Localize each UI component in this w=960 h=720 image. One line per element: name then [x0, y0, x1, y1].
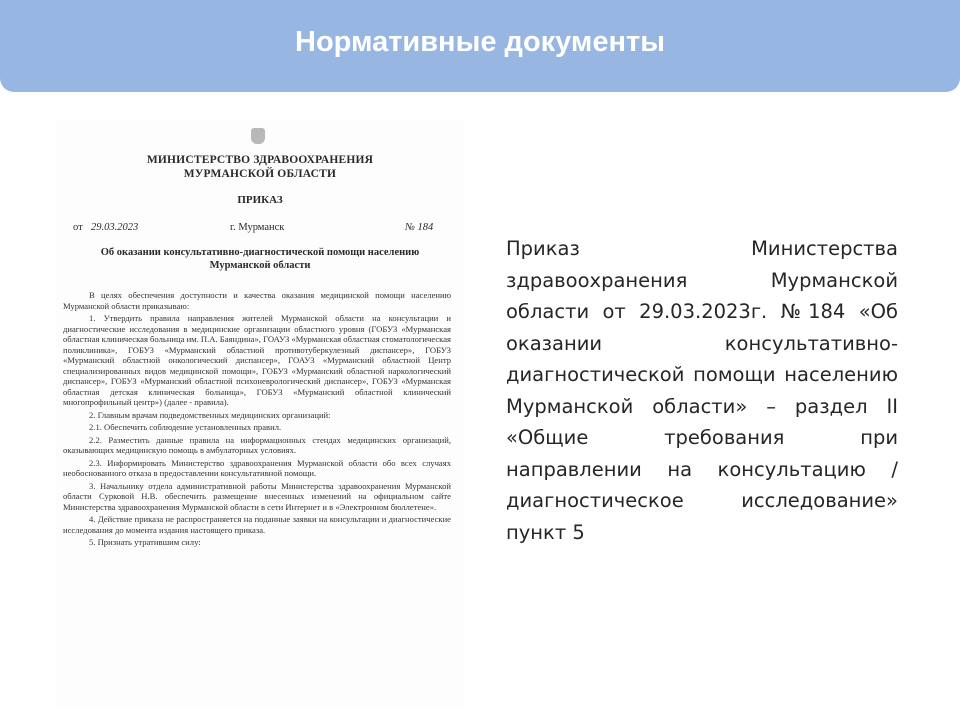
document-paragraph: 4. Действие приказа не распространяется на поданные заявки на консультации и диагностические исследования до момента издания настоящего приказа.	[63, 514, 451, 535]
document-date-prefix: от	[73, 222, 83, 233]
document-paragraph: 2.3. Информировать Министерство здравоохранения Мурманской области обо всех случаях необоснованного отказа в предоставлении консультативной помощи.	[63, 457, 451, 478]
document-paragraph: 5. Признать утратившим силу:	[89, 537, 201, 547]
document-paragraph: 1. Утвердить правила направления жителей Мурманской области на консультации и диагностические исследования в медицинские организации областного уровня (ГОБУЗ «Мурманская областная клиническая больница им. П.А. Баяндина», ГОАУЗ «Мурманская областная стоматологическая поликлиника», ГОБУЗ «Мурманский областной противотуберкулезный диспансер», ГОБУЗ «Мурманский областной онкологический диспансер», ГОАУЗ «Мурманский областной Центр специализированных видов медицинской помощи», ГОБУЗ «Мурманский областной наркологический диспансер», ГОБУЗ «Мурманский областной психоневрологический диспансер», ГОБУЗ «Мурманская областная детская клиническая больница», ГОБУЗ «Мурманский областной клинический многопрофильный центр») (далее - правила).	[63, 313, 451, 407]
document-date: 29.03.2023	[91, 222, 139, 233]
document-paragraph: 2.1. Обеспечить соблюдение установленных правил.	[89, 422, 282, 432]
document-paragraph: 3. Начальнику отдела административной работы Министерства здравоохранения Мурманской области Сурковой Н.В. обеспечить размещение внесенных изменений на официальном сайте Министерства здравоохранения Мурманской области в сети Интернет и в «Электронном бюллетене».	[63, 480, 451, 512]
slide-header	[0, 0, 960, 92]
document-paragraph: В целях обеспечения доступности и качества оказания медицинской помощи населению Мурманской области приказываю:	[63, 290, 451, 311]
document-ministry: МИНИСТЕРСТВО ЗДРАВООХРАНЕНИЯ МУРМАНСКОЙ ОБЛАСТИ	[146, 154, 374, 180]
document-title: Об оказании консультативно-диагностической помощи населению Мурманской области	[100, 247, 420, 271]
scanned-order-document	[55, 120, 465, 710]
coat-of-arms-icon	[251, 128, 265, 144]
document-number: № 184	[405, 222, 434, 233]
document-body	[63, 290, 451, 550]
document-paragraph: 2. Главным врачам подведомственных медицинских организаций:	[89, 409, 331, 420]
slide-title: Нормативные документы	[295, 26, 665, 58]
document-city: г. Мурманск	[230, 222, 285, 233]
document-order-label: ПРИКАЗ	[237, 194, 283, 206]
main-description: Приказ Министерства здравоохранения Мурманской области от 29.03.2023г. №184 «Об оказании консультативно-диагностической помощи населению Мурманской области» – раздел II «Общие требования при направлении на консультацию / диагностическое исследование» пункт 5	[506, 237, 898, 544]
document-paragraph: 2.2. Разместить данные правила на информационных стендах медицинских организаций, оказывающих медицинскую помощь в амбулаторных условиях.	[63, 434, 451, 455]
